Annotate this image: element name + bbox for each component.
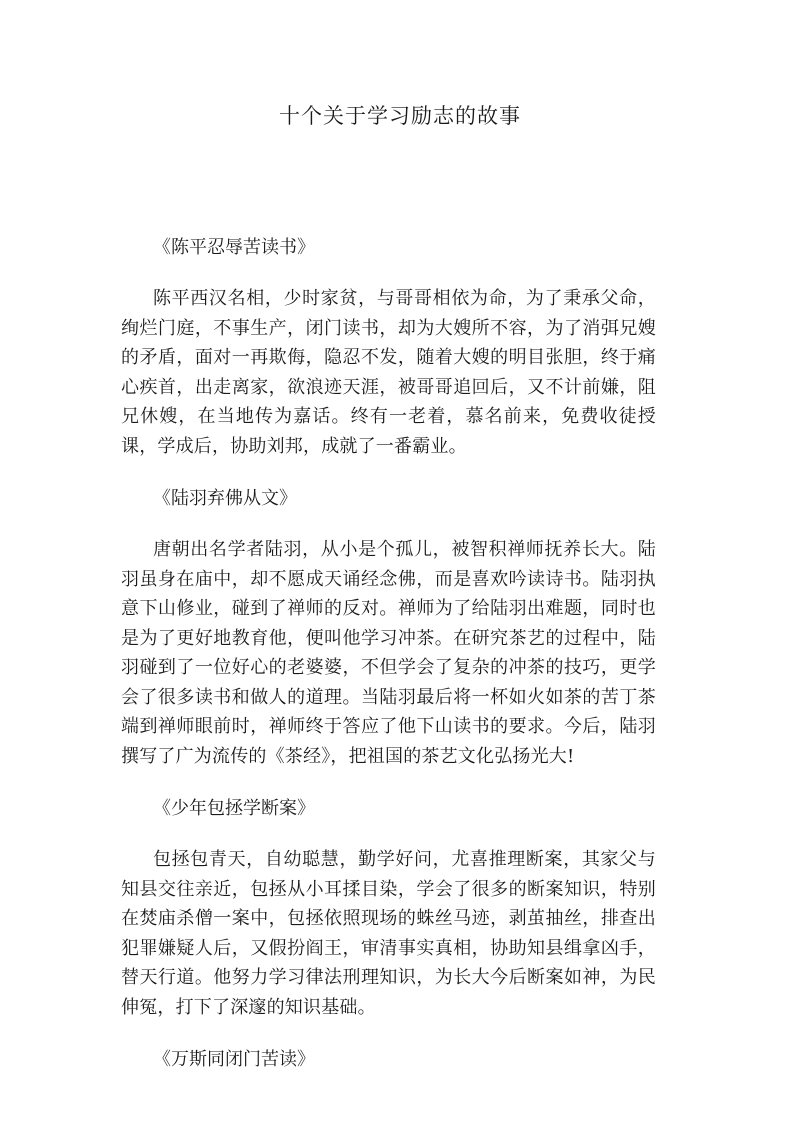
section-paragraph: 陈平西汉名相，少时家贫，与哥哥相依为命，为了秉承父命，绚烂门庭，不事生产，闭门读书，却为大嫂所不容，为了消弭兄嫂的矛盾，面对一再欺侮，隐忍不发，随着大嫂的明目张胆，终于痛心疾首，出走离家，欲浪迹天涯，被哥哥追回后，又不计前嫌，阻兄休嫂，在当地传为嘉话。终有一老着，慕名前来，免费收徒授课，学成后，协助刘邦，成就了一番霸业。 bbox=[121, 288, 656, 457]
section-paragraph: 包拯包青天，自幼聪慧，勤学好问，尤喜推理断案，其家父与知县交往亲近，包拯从小耳揉目染，学会了很多的断案知识，特别在焚庙杀僧一案中，包拯依照现场的蛛丝马迹，剥茧抽丝，排查出犯罪嫌疑人后，又假扮阎王，审清事实真相，协助知县缉拿凶手，替天行道。他努力学习律法刑理知识，为长大今后断案如神，为民伸冤，打下了深邃的知识基础。 bbox=[121, 849, 656, 1018]
section-heading: 《陈平忍辱苦读书》 bbox=[153, 237, 315, 258]
document-content bbox=[121, 232, 656, 1096]
section-heading: 《陆羽弃佛从文》 bbox=[153, 488, 297, 509]
section-heading: 《万斯同闭门苦读》 bbox=[153, 1049, 315, 1070]
document-title: 十个关于学习励志的故事 bbox=[279, 104, 521, 128]
section-heading: 《少年包拯学断案》 bbox=[153, 798, 315, 819]
section-paragraph: 唐朝出名学者陆羽，从小是个孤儿，被智积禅师抚养长大。陆羽虽身在庙中，却不愿成天诵经念佛，而是喜欢吟读诗书。陆羽执意下山修业，碰到了禅师的反对。禅师为了给陆羽出难题，同时也是为了更好地教育他，便叫他学习冲茶。在研究茶艺的过程中，陆羽碰到了一位好心的老婆婆，不但学会了复杂的冲茶的技巧，更学会了很多读书和做人的道理。当陆羽最后将一杯如火如茶的苦丁茶端到禅师眼前时，禅师终于答应了他下山读书的要求。今后，陆羽撰写了广为流传的《茶经》，把祖国的茶艺文化弘扬光大! bbox=[121, 539, 656, 767]
